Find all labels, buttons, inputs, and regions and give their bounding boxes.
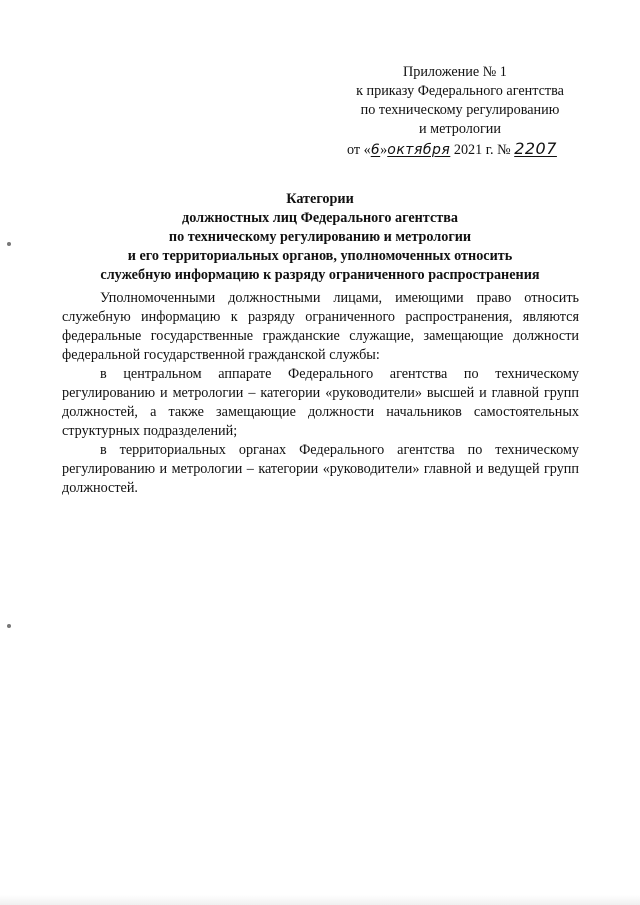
appendix-header	[335, 63, 585, 160]
scan-speck	[7, 624, 11, 628]
body-paragraph-2: в центральном аппарате Федерального агентства по техническому регулированию и метрологии – категории «руководители» высшей и главной групп должностей, а также замещающие должности начальников самостоятельных структурных подразделений;	[62, 366, 579, 439]
order-date-line	[335, 139, 585, 160]
handwritten-day: 6	[370, 142, 381, 158]
date-mid: »	[380, 142, 388, 158]
scan-bottom-edge	[0, 895, 640, 905]
date-prefix: от «	[347, 142, 371, 158]
date-year: 2021 г. №	[453, 142, 511, 158]
title-line-3: по техническому регулированию и метрологии	[168, 229, 472, 245]
document-body	[62, 289, 579, 498]
appendix-number: Приложение № 1	[403, 64, 507, 80]
handwritten-month: октября	[387, 142, 451, 158]
body-paragraph-3: в территориальных органах Федерального агентства по техническому регулированию и метрологии – категории «руководители» главной и ведущей групп должностей.	[62, 442, 579, 496]
title-line-2: должностных лиц Федерального агентства	[182, 210, 458, 226]
title-line-1: Категории	[286, 191, 354, 207]
appendix-agency-line: по техническому регулированию	[360, 102, 560, 118]
body-paragraph-1: Уполномоченными должностными лицами, имеющими право относить служебную информацию к разряду ограниченного распространения, являются федеральные государственные гражданские служащие, замещающие должности федеральной государственной гражданской службы:	[62, 290, 579, 363]
handwritten-order-number: 2207	[514, 139, 557, 158]
appendix-order-ref: к приказу Федерального агентства	[356, 83, 564, 99]
title-line-5: служебную информацию к разряду ограниченного распространения	[100, 267, 540, 283]
appendix-agency-line-2: и метрологии	[419, 121, 501, 137]
scan-speck	[7, 242, 11, 246]
title-line-4: и его территориальных органов, уполномоченных относить	[127, 248, 513, 264]
document-title	[60, 190, 580, 285]
